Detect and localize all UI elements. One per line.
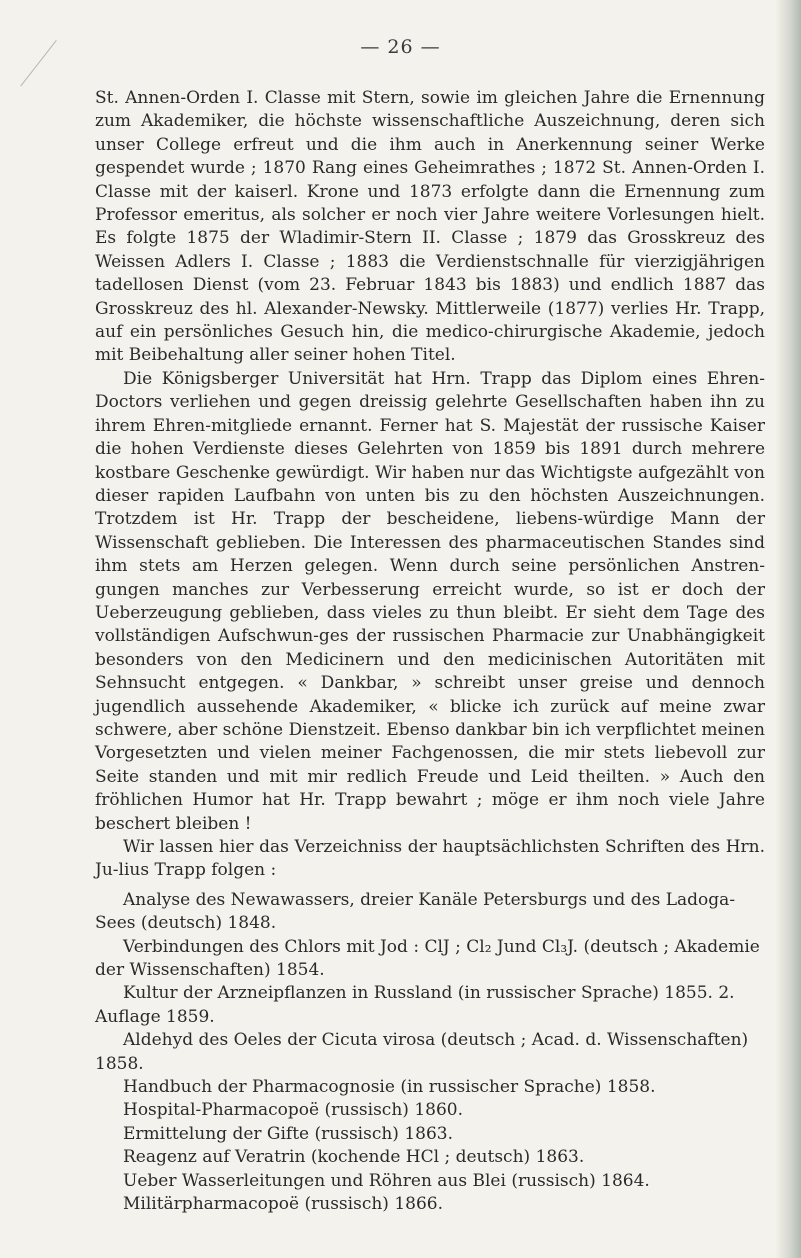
bibliography-item: Ermittelung der Gifte (russisch) 1863.	[123, 1123, 454, 1144]
body-text	[95, 87, 765, 1217]
bibliography-item: Aldehyd des Oeles der Cicuta virosa (deutsch ; Acad. d. Wissenschaften) 1858.	[95, 1030, 749, 1074]
page-edge-shadow	[775, 0, 801, 1258]
bibliography-item: Handbuch der Pharmacognosie (in russischer Sprache) 1858.	[123, 1077, 656, 1098]
bibliography-item: Analyse des Newawassers, dreier Kanäle Petersburgs und des Ladoga-Sees (deutsch) 1848.	[95, 889, 736, 934]
page-number: — 26 —	[360, 36, 441, 58]
bibliography-item: Hospital-Pharmacopoë (russisch) 1860.	[123, 1100, 463, 1121]
paragraph-bibliography-intro: Wir lassen hier das Verzeichniss der hauptsächlichsten Schriften des Hrn. Ju-lius Trapp folgen :	[95, 837, 765, 881]
paragraph-honors: Die Königsberger Universität hat Hrn. Trapp das Diplom eines Ehren-Doctors verliehen und gegen dreissig gelehrte Gesellschaften haben ihn zu ihrem Ehren-mitgliede ernannt. Ferner hat S. Majestät der russische Kaiser die hohen Verdienste dieses Gelehrten von 1859 bis 1891 durch mehrere kostbare Geschenke gewürdigt. Wir haben nur das Wichtigste aufgezählt von dieser rapiden Laufbahn von unten bis zu den höchsten Auszeichnungen. Trotzdem ist Hr. Trapp der bescheidene, liebens-würdige Mann der Wissenschaft geblieben. Die Interessen des pharmaceutischen Standes sind ihm stets am Herzen gelegen. Wenn durch seine persönlichen Anstren-gungen manches zur Verbesserung erreicht wurde, so ist er doch der Ueberzeugung geblieben, dass vieles zu thun bleibt. Er sieht dem Tage des vollständigen Aufschwun-ges der russischen Pharmacie zur Unabhängigkeit besonders von den Medicinern und den medicinischen Autoritäten mit Sehnsucht entgegen. « Dankbar, » schreibt unser greise und dennoch jugendlich aussehende Akademiker, « blicke ich zurück auf meine zwar schwere, aber schöne Dienstzeit. Ebenso dankbar bin ich verpflichtet meinen Vorgesetzten und vielen meiner Fachgenossen, die mir stets liebevoll zur Seite standen und mit mir redlich Freude und Leid theilten. » Auch den fröhlichen Humor hat Hr. Trapp bewahrt ; möge er ihm noch viele Jahre beschert bleiben !	[95, 368, 765, 834]
paragraph-awards: St. Annen-Orden I. Classe mit Stern, sowie im gleichen Jahre die Ernennung zum Akademiker, die höchste wissenschaftliche Auszeichnung, deren sich unser College erfreut und die ihm auch in Anerkennung seiner Werke gespendet wurde ; 1870 Rang eines Geheimrathes ; 1872 St. Annen-Orden I. Classe mit der kaiserl. Krone und 1873 erfolgte dann die Ernennung zum Professor emeritus, als solcher er noch vier Jahre weitere Vorlesungen hielt. Es folgte 1875 der Wladimir-Stern II. Classe ; 1879 das Grosskreuz des Weissen Adlers I. Classe ; 1883 die Verdienstschnalle für vierzigjährigen tadellosen Dienst (vom 23. Februar 1843 bis 1883) und endlich 1887 das Grosskreuz des hl. Alexander-Newsky. Mittlerweile (1877) verlies Hr. Trapp, auf ein persönliches Gesuch hin, die medico-chirurgische Akademie, jedoch mit Beibehaltung aller seiner hohen Titel.	[95, 88, 765, 366]
bibliography-item: Militärpharmacopoë (russisch) 1866.	[123, 1194, 443, 1215]
bibliography-list	[95, 889, 765, 1217]
bibliography-item: Kultur der Arzneipflanzen in Russland (in russischer Sprache) 1855. 2. Auflage 1859.	[95, 983, 735, 1027]
bibliography-item: Verbindungen des Chlors mit Jod : ClJ ; Cl₂ Jund Cl₃J. (deutsch ; Akademie der Wissenschaften) 1854.	[95, 936, 760, 981]
bibliography-item: Reagenz auf Veratrin (kochende HCl ; deutsch) 1863.	[123, 1147, 585, 1168]
bibliography-item: Ueber Wasserleitungen und Röhren aus Blei (russisch) 1864.	[123, 1170, 650, 1191]
